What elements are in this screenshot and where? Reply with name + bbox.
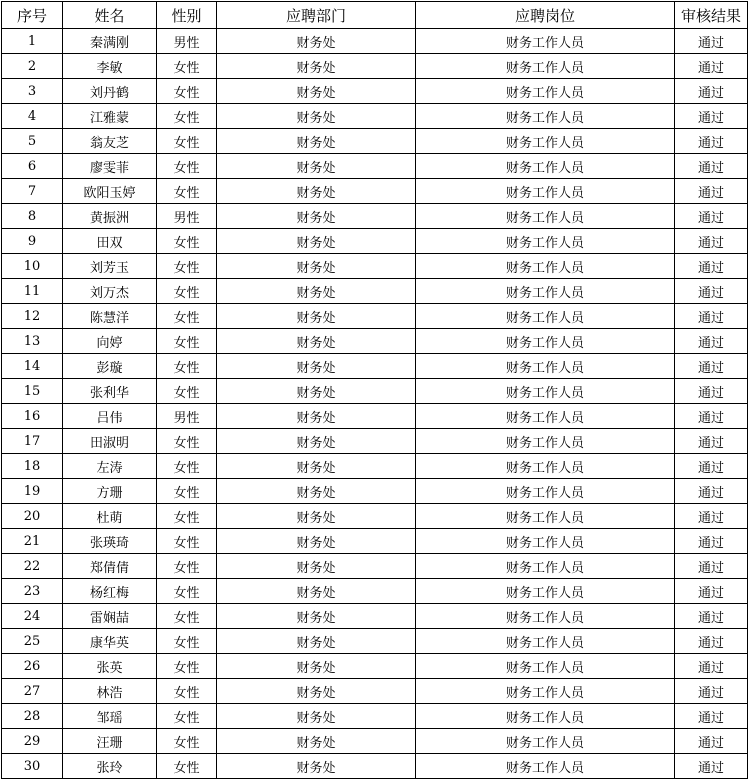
cell-result: 通过: [675, 554, 748, 579]
cell-department: 财务处: [217, 179, 416, 204]
table-row: [2, 354, 748, 379]
cell-result: 通过: [675, 529, 748, 554]
cell-name: 汪珊: [63, 729, 157, 754]
cell-result: 通过: [675, 354, 748, 379]
cell-department: 财务处: [217, 629, 416, 654]
cell-seq: 26: [2, 654, 63, 679]
cell-name: 杨红梅: [63, 579, 157, 604]
cell-seq: 23: [2, 579, 63, 604]
cell-result: 通过: [675, 704, 748, 729]
table-row: [2, 629, 748, 654]
cell-department: 财务处: [217, 479, 416, 504]
cell-position: 财务工作人员: [416, 229, 675, 254]
table-row: [2, 479, 748, 504]
cell-department: 财务处: [217, 229, 416, 254]
cell-position: 财务工作人员: [416, 704, 675, 729]
table-row: [2, 329, 748, 354]
cell-seq: 22: [2, 554, 63, 579]
table-row: [2, 129, 748, 154]
cell-seq: 12: [2, 304, 63, 329]
table-row: [2, 579, 748, 604]
cell-gender: 女性: [157, 504, 217, 529]
cell-position: 财务工作人员: [416, 529, 675, 554]
cell-gender: 女性: [157, 454, 217, 479]
table-row: [2, 229, 748, 254]
cell-name: 欧阳玉婷: [63, 179, 157, 204]
cell-department: 财务处: [217, 379, 416, 404]
cell-name: 向婷: [63, 329, 157, 354]
cell-position: 财务工作人员: [416, 654, 675, 679]
header-seq: 序号: [2, 2, 63, 29]
cell-position: 财务工作人员: [416, 79, 675, 104]
cell-department: 财务处: [217, 54, 416, 79]
table-row: [2, 154, 748, 179]
cell-gender: 女性: [157, 729, 217, 754]
cell-seq: 30: [2, 754, 63, 779]
cell-seq: 4: [2, 104, 63, 129]
cell-department: 财务处: [217, 654, 416, 679]
cell-seq: 8: [2, 204, 63, 229]
cell-result: 通过: [675, 54, 748, 79]
cell-seq: 29: [2, 729, 63, 754]
table-body: [2, 29, 748, 779]
table-row: [2, 604, 748, 629]
cell-position: 财务工作人员: [416, 254, 675, 279]
cell-department: 财务处: [217, 329, 416, 354]
cell-name: 李敏: [63, 54, 157, 79]
cell-result: 通过: [675, 229, 748, 254]
cell-name: 张瑛琦: [63, 529, 157, 554]
cell-position: 财务工作人员: [416, 29, 675, 54]
cell-position: 财务工作人员: [416, 729, 675, 754]
cell-gender: 女性: [157, 379, 217, 404]
table-row: [2, 704, 748, 729]
cell-department: 财务处: [217, 729, 416, 754]
cell-result: 通过: [675, 729, 748, 754]
cell-department: 财务处: [217, 304, 416, 329]
cell-seq: 17: [2, 429, 63, 454]
cell-name: 彭璇: [63, 354, 157, 379]
cell-result: 通过: [675, 654, 748, 679]
cell-gender: 女性: [157, 479, 217, 504]
header-result: 审核结果: [675, 2, 748, 29]
cell-name: 田双: [63, 229, 157, 254]
table-row: [2, 729, 748, 754]
cell-result: 通过: [675, 304, 748, 329]
cell-result: 通过: [675, 204, 748, 229]
cell-name: 刘丹鹤: [63, 79, 157, 104]
cell-result: 通过: [675, 404, 748, 429]
cell-name: 康华英: [63, 629, 157, 654]
cell-position: 财务工作人员: [416, 679, 675, 704]
cell-department: 财务处: [217, 454, 416, 479]
cell-gender: 女性: [157, 554, 217, 579]
cell-gender: 男性: [157, 404, 217, 429]
table-row: [2, 529, 748, 554]
cell-position: 财务工作人员: [416, 54, 675, 79]
cell-seq: 10: [2, 254, 63, 279]
cell-department: 财务处: [217, 579, 416, 604]
cell-position: 财务工作人员: [416, 104, 675, 129]
cell-department: 财务处: [217, 29, 416, 54]
cell-result: 通过: [675, 579, 748, 604]
cell-position: 财务工作人员: [416, 154, 675, 179]
cell-seq: 14: [2, 354, 63, 379]
cell-seq: 20: [2, 504, 63, 529]
cell-position: 财务工作人员: [416, 629, 675, 654]
cell-department: 财务处: [217, 704, 416, 729]
cell-result: 通过: [675, 479, 748, 504]
cell-department: 财务处: [217, 554, 416, 579]
cell-position: 财务工作人员: [416, 129, 675, 154]
cell-position: 财务工作人员: [416, 429, 675, 454]
table-row: [2, 204, 748, 229]
cell-name: 张英: [63, 654, 157, 679]
cell-gender: 女性: [157, 654, 217, 679]
cell-position: 财务工作人员: [416, 579, 675, 604]
cell-position: 财务工作人员: [416, 554, 675, 579]
cell-name: 江雅蒙: [63, 104, 157, 129]
cell-position: 财务工作人员: [416, 479, 675, 504]
cell-name: 吕伟: [63, 404, 157, 429]
cell-seq: 18: [2, 454, 63, 479]
table-row: [2, 429, 748, 454]
table-row: [2, 179, 748, 204]
cell-result: 通过: [675, 604, 748, 629]
cell-department: 财务处: [217, 254, 416, 279]
cell-gender: 女性: [157, 54, 217, 79]
cell-result: 通过: [675, 504, 748, 529]
table-row: [2, 454, 748, 479]
cell-result: 通过: [675, 279, 748, 304]
cell-name: 郑倩倩: [63, 554, 157, 579]
cell-seq: 1: [2, 29, 63, 54]
cell-department: 财务处: [217, 129, 416, 154]
cell-department: 财务处: [217, 754, 416, 779]
table-row: [2, 54, 748, 79]
cell-seq: 24: [2, 604, 63, 629]
cell-gender: 女性: [157, 104, 217, 129]
cell-gender: 女性: [157, 79, 217, 104]
table-row: [2, 254, 748, 279]
table-row: [2, 554, 748, 579]
cell-department: 财务处: [217, 154, 416, 179]
cell-gender: 女性: [157, 754, 217, 779]
table-row: [2, 754, 748, 779]
cell-name: 张利华: [63, 379, 157, 404]
cell-gender: 女性: [157, 279, 217, 304]
cell-department: 财务处: [217, 104, 416, 129]
cell-result: 通过: [675, 79, 748, 104]
table-row: [2, 679, 748, 704]
cell-position: 财务工作人员: [416, 279, 675, 304]
table-row: [2, 404, 748, 429]
cell-seq: 28: [2, 704, 63, 729]
cell-result: 通过: [675, 104, 748, 129]
cell-gender: 女性: [157, 679, 217, 704]
cell-gender: 女性: [157, 179, 217, 204]
cell-position: 财务工作人员: [416, 404, 675, 429]
cell-gender: 女性: [157, 329, 217, 354]
cell-position: 财务工作人员: [416, 454, 675, 479]
cell-name: 杜萌: [63, 504, 157, 529]
cell-gender: 男性: [157, 204, 217, 229]
cell-seq: 5: [2, 129, 63, 154]
cell-result: 通过: [675, 179, 748, 204]
cell-name: 方珊: [63, 479, 157, 504]
header-row: [2, 2, 748, 29]
cell-seq: 3: [2, 79, 63, 104]
cell-seq: 16: [2, 404, 63, 429]
table-row: [2, 304, 748, 329]
review-result-table: [1, 1, 748, 779]
cell-name: 雷娴喆: [63, 604, 157, 629]
cell-gender: 女性: [157, 429, 217, 454]
cell-gender: 女性: [157, 229, 217, 254]
cell-gender: 女性: [157, 154, 217, 179]
cell-position: 财务工作人员: [416, 304, 675, 329]
cell-result: 通过: [675, 629, 748, 654]
cell-department: 财务处: [217, 679, 416, 704]
cell-name: 左涛: [63, 454, 157, 479]
cell-result: 通过: [675, 754, 748, 779]
header-position: 应聘岗位: [416, 2, 675, 29]
cell-seq: 11: [2, 279, 63, 304]
cell-name: 陈慧洋: [63, 304, 157, 329]
cell-result: 通过: [675, 29, 748, 54]
cell-name: 秦满刚: [63, 29, 157, 54]
cell-result: 通过: [675, 429, 748, 454]
cell-seq: 15: [2, 379, 63, 404]
cell-seq: 25: [2, 629, 63, 654]
header-department: 应聘部门: [217, 2, 416, 29]
table-row: [2, 104, 748, 129]
cell-seq: 19: [2, 479, 63, 504]
cell-position: 财务工作人员: [416, 329, 675, 354]
cell-gender: 女性: [157, 529, 217, 554]
cell-result: 通过: [675, 679, 748, 704]
cell-position: 财务工作人员: [416, 204, 675, 229]
cell-seq: 6: [2, 154, 63, 179]
header-gender: 性别: [157, 2, 217, 29]
cell-name: 张玲: [63, 754, 157, 779]
cell-seq: 13: [2, 329, 63, 354]
cell-position: 财务工作人员: [416, 504, 675, 529]
cell-result: 通过: [675, 129, 748, 154]
cell-result: 通过: [675, 254, 748, 279]
cell-result: 通过: [675, 154, 748, 179]
cell-position: 财务工作人员: [416, 604, 675, 629]
cell-department: 财务处: [217, 279, 416, 304]
cell-department: 财务处: [217, 429, 416, 454]
cell-gender: 女性: [157, 354, 217, 379]
header-name: 姓名: [63, 2, 157, 29]
cell-department: 财务处: [217, 404, 416, 429]
cell-department: 财务处: [217, 204, 416, 229]
cell-department: 财务处: [217, 529, 416, 554]
cell-seq: 2: [2, 54, 63, 79]
cell-position: 财务工作人员: [416, 354, 675, 379]
cell-seq: 9: [2, 229, 63, 254]
cell-name: 黄振洲: [63, 204, 157, 229]
table-row: [2, 79, 748, 104]
cell-gender: 女性: [157, 129, 217, 154]
cell-name: 林浩: [63, 679, 157, 704]
cell-name: 翁友芝: [63, 129, 157, 154]
table-row: [2, 379, 748, 404]
cell-name: 田淑明: [63, 429, 157, 454]
cell-gender: 女性: [157, 304, 217, 329]
cell-gender: 女性: [157, 704, 217, 729]
cell-gender: 女性: [157, 604, 217, 629]
cell-seq: 27: [2, 679, 63, 704]
cell-gender: 男性: [157, 29, 217, 54]
table-row: [2, 29, 748, 54]
cell-result: 通过: [675, 379, 748, 404]
cell-gender: 女性: [157, 579, 217, 604]
cell-result: 通过: [675, 329, 748, 354]
cell-position: 财务工作人员: [416, 754, 675, 779]
cell-result: 通过: [675, 454, 748, 479]
cell-position: 财务工作人员: [416, 379, 675, 404]
cell-gender: 女性: [157, 629, 217, 654]
cell-name: 廖雯菲: [63, 154, 157, 179]
table-row: [2, 504, 748, 529]
cell-department: 财务处: [217, 79, 416, 104]
cell-seq: 7: [2, 179, 63, 204]
cell-gender: 女性: [157, 254, 217, 279]
cell-department: 财务处: [217, 354, 416, 379]
table-row: [2, 279, 748, 304]
cell-department: 财务处: [217, 604, 416, 629]
cell-department: 财务处: [217, 504, 416, 529]
table-row: [2, 654, 748, 679]
cell-name: 刘万杰: [63, 279, 157, 304]
cell-name: 邹瑶: [63, 704, 157, 729]
cell-name: 刘芳玉: [63, 254, 157, 279]
cell-position: 财务工作人员: [416, 179, 675, 204]
cell-seq: 21: [2, 529, 63, 554]
